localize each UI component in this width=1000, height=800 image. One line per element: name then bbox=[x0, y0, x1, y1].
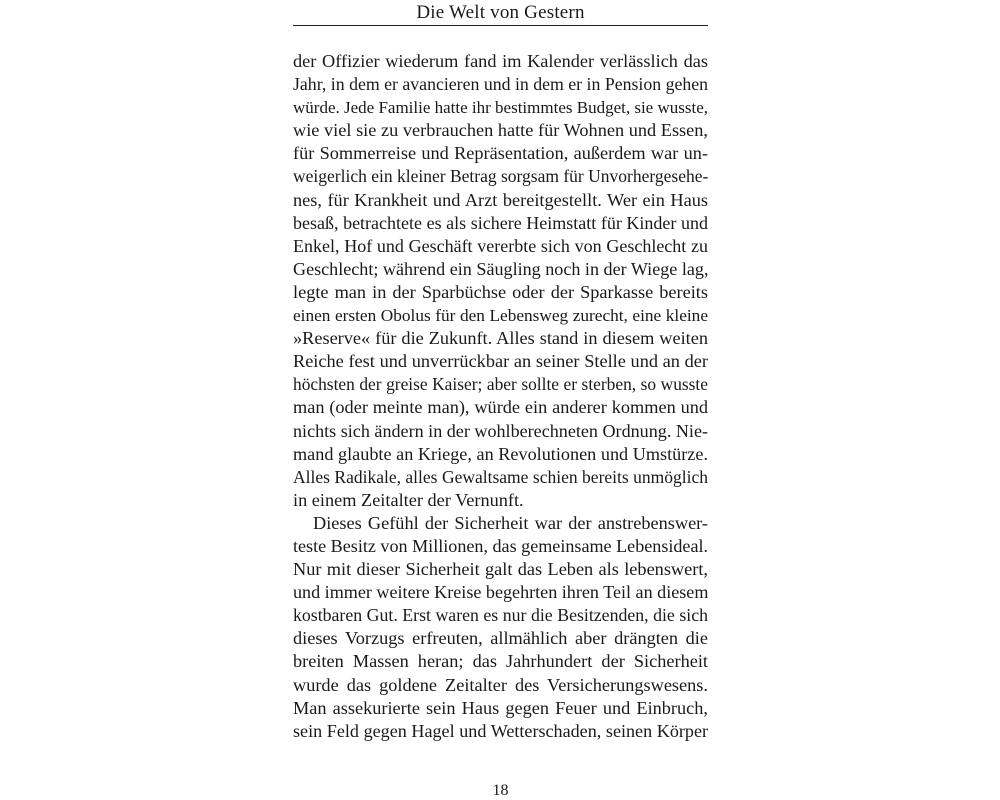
text-line: einen ersten Obolus für den Lebensweg zurecht, eine kleine bbox=[293, 306, 708, 326]
text-line: weigerlich ein kleiner Betrag sorgsam für Unvorhergesehe- bbox=[293, 166, 709, 187]
text-line: Reiche fest und unverrückbar an seiner Stelle und an der bbox=[293, 351, 708, 372]
text-line: »Reserve« für die Zukunft. Alles stand in diesem weiten bbox=[293, 328, 708, 349]
text-line: Enkel, Hof und Geschäft vererbte sich von Geschlecht zu bbox=[293, 235, 708, 256]
text-line: wurde das goldene Zeitalter des Versicherungswesens. bbox=[293, 674, 708, 695]
text-line: Alles Radikale, alles Gewaltsame schien bereits unmöglich bbox=[293, 466, 708, 487]
paragraph-1 bbox=[293, 50, 708, 512]
body-text bbox=[293, 50, 708, 743]
text-line: sein Feld gegen Hagel und Wetterschaden, seinen Körper bbox=[293, 720, 708, 741]
text-line: kostbaren Gut. Erst waren es nur die Besitzenden, die sich bbox=[293, 605, 708, 626]
text-line: und immer weitere Kreise begehrten ihren Teil an diesem bbox=[293, 582, 709, 603]
text-line: Jahr, in dem er avancieren und in dem er in Pension gehen bbox=[293, 74, 709, 95]
text-line: nichts sich ändern in der wohlberechneten Ordnung. Nie- bbox=[293, 420, 709, 441]
text-line: Nur mit dieser Sicherheit galt das Leben als lebenswert, bbox=[293, 559, 708, 580]
text-line: besaß, betrachtete es als sichere Heimstatt für Kinder und bbox=[293, 212, 708, 233]
text-line: für Sommerreise und Repräsentation, außerdem war un- bbox=[293, 143, 708, 164]
text-line: man (oder meinte man), würde ein anderer kommen und bbox=[293, 397, 708, 418]
text-line: Geschlecht; während ein Säugling noch in der Wiege lag, bbox=[293, 258, 709, 279]
page-number: 18 bbox=[492, 782, 509, 799]
text-line: höchsten der greise Kaiser; aber sollte er sterben, so wusste bbox=[293, 374, 708, 395]
text-line: breiten Massen heran; das Jahrhundert der Sicherheit bbox=[293, 651, 708, 672]
text-line: Dieses Gefühl der Sicherheit war der anstrebenswer- bbox=[313, 512, 708, 533]
text-line: dieses Vorzugs erfreuten, allmählich aber drängten die bbox=[293, 628, 708, 649]
text-line: nes, für Krankheit und Arzt bereitgestellt. Wer ein Haus bbox=[293, 189, 708, 210]
text-line: würde. Jede Familie hatte ihr bestimmtes Budget, sie wusste, bbox=[293, 98, 709, 118]
text-line: in einem Zeitalter der Vernunft. bbox=[293, 489, 524, 510]
text-line: mand glaubte an Kriege, an Revolutionen und Umstürze. bbox=[293, 443, 708, 464]
text-line: teste Besitz von Millionen, das gemeinsame Lebensideal. bbox=[293, 535, 709, 556]
running-head: Die Welt von Gestern bbox=[416, 2, 585, 23]
header-rule bbox=[293, 25, 708, 26]
text-line: der Offizier wiederum fand im Kalender verlässlich das bbox=[293, 51, 708, 71]
text-line: legte man in der Sparbüchse oder der Sparkasse bereits bbox=[293, 281, 708, 302]
text-line: Man assekurierte sein Haus gegen Feuer und Einbruch, bbox=[293, 697, 708, 718]
paragraph-2 bbox=[293, 512, 708, 743]
text-line: wie viel sie zu verbrauchen hatte für Wohnen und Essen, bbox=[293, 120, 708, 141]
